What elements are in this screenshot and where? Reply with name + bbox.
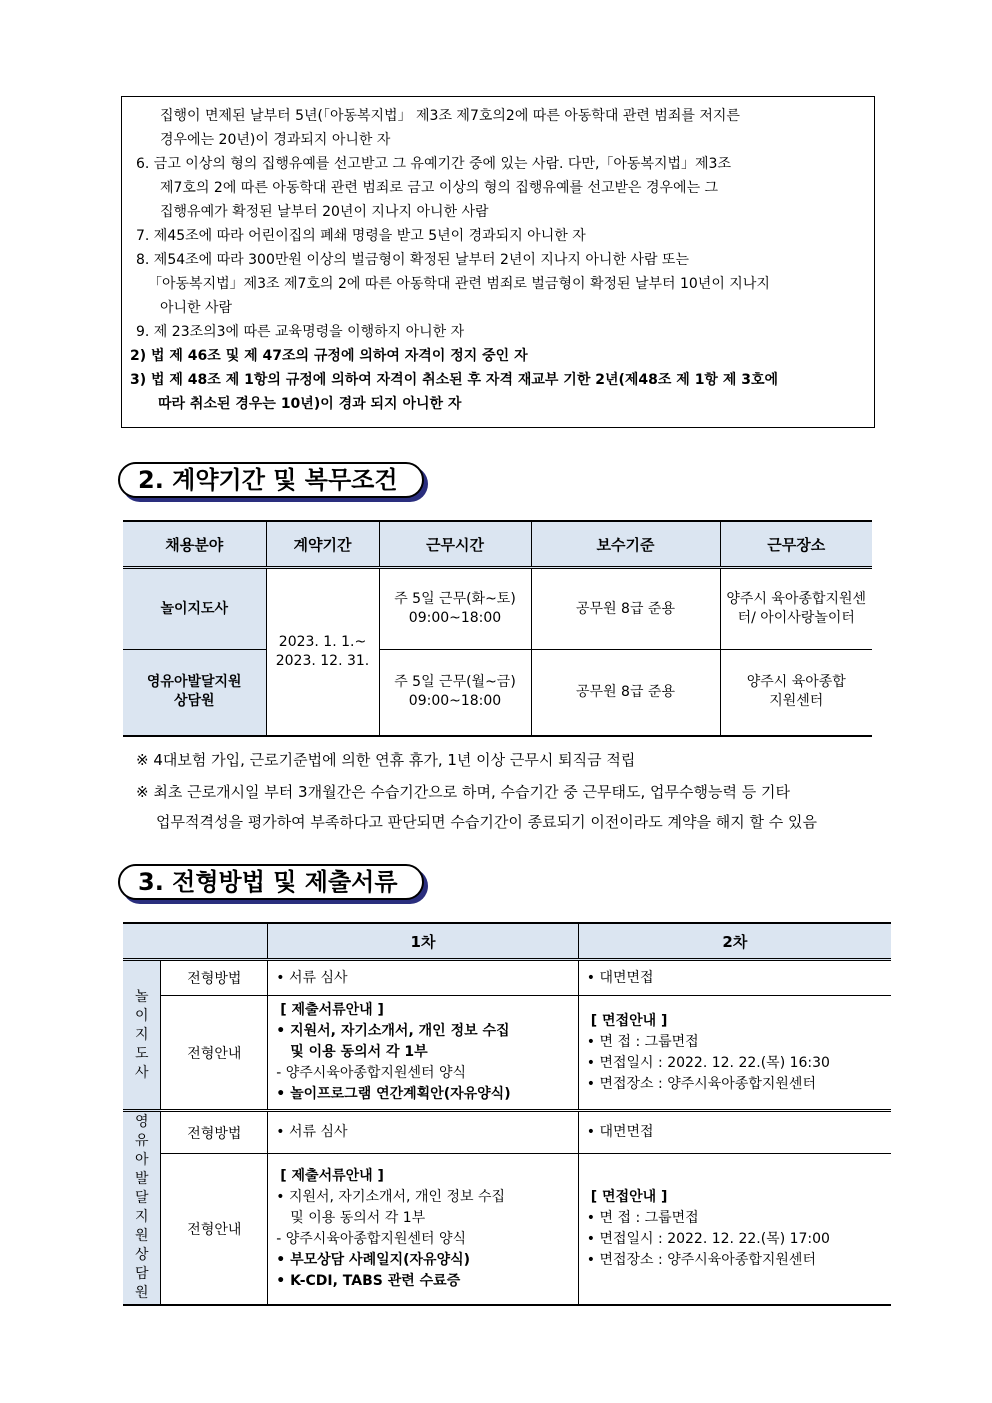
header-cell-empty bbox=[123, 923, 268, 960]
guide-2-cell bbox=[578, 996, 891, 1111]
table-row bbox=[123, 996, 891, 1111]
box-line: 「아동복지법」제3조 제7호의 2에 따른 아동학대 관련 범죄로 벌금형이 확정된 날부터 10년이 지나지 bbox=[148, 276, 770, 292]
method-label-cell: 전형방법 bbox=[161, 1111, 268, 1154]
method-1-cell: • 서류 심사 bbox=[268, 960, 579, 996]
table-row bbox=[123, 1111, 891, 1154]
place-cell: 양주시 육아종합지원센터 bbox=[720, 650, 872, 736]
guide-line: - 양주시육아종합지원센터 양식 bbox=[276, 1065, 467, 1081]
group-label: 놀이지도사 bbox=[134, 988, 149, 1081]
guide-line: 및 이용 동의서 각 1부 bbox=[290, 1210, 426, 1227]
box-line: 6. 금고 이상의 형의 집행유예를 선고받고 그 유예기간 중에 있는 사람. 다만,「아동복지법」제3조 bbox=[136, 156, 731, 172]
table-row bbox=[123, 568, 872, 650]
hours-cell: 주 5일 근무(화~토) 09:00~18:00 bbox=[379, 568, 531, 650]
guide-2-cell bbox=[578, 1154, 891, 1305]
header-cell: 1차 bbox=[268, 923, 579, 960]
guide-title: [ 면접안내 ] bbox=[590, 1012, 668, 1029]
guide-label-cell: 전형안내 bbox=[161, 996, 268, 1111]
box-line: 집행이 면제된 날부터 5년(「아동복지법」 제3조 제7호의2에 따른 아동학대 관련 범죄를 저지른 bbox=[160, 108, 740, 124]
guide-title: [ 제출서류안내 ] bbox=[280, 1168, 384, 1185]
box-line: 집행유예가 확정된 날부터 20년이 지나지 아니한 사람 bbox=[160, 204, 489, 220]
guide-line: • 면접장소 : 양주시육아종합지원센터 bbox=[586, 1075, 816, 1092]
guide-line: • 놀이프로그램 연간계획안(자유양식) bbox=[276, 1086, 511, 1102]
disqualification-box bbox=[121, 96, 875, 428]
guide-line: • K-CDI, TABS 관련 수료증 bbox=[276, 1273, 461, 1290]
table-row bbox=[123, 1154, 891, 1305]
box-line: 9. 제 23조의3에 따른 교육명령을 이행하지 아니한 자 bbox=[136, 324, 465, 340]
table-header-row bbox=[123, 923, 891, 960]
table-row bbox=[123, 650, 872, 736]
guide-label-cell: 전형안내 bbox=[161, 1154, 268, 1305]
box-line: 8. 제54조에 따라 300만원 이상의 벌금형이 확정된 날부터 2년이 지나지 아니한 사람 또는 bbox=[136, 252, 689, 268]
selection-table bbox=[123, 922, 891, 1306]
box-line: 2) 법 제 46조 및 제 47조의 규정에 의하여 자격이 정지 중인 자 bbox=[130, 348, 528, 364]
guide-line: • 부모상담 사례일지(자유양식) bbox=[276, 1252, 471, 1269]
box-line: 경우에는 20년)이 경과되지 아니한 자 bbox=[160, 132, 391, 148]
note-text: 업무적격성을 평가하여 부족하다고 판단되면 수습기간이 종료되기 이전이라도 계약을 해지 할 수 있음 bbox=[156, 813, 818, 831]
guide-line: - 양주시육아종합지원센터 양식 bbox=[276, 1231, 467, 1248]
guide-1-cell bbox=[268, 1154, 579, 1305]
hours-cell: 주 5일 근무(월~금) 09:00~18:00 bbox=[379, 650, 531, 736]
group-label-cell bbox=[123, 1111, 161, 1306]
place-cell: 양주시 육아종합지원센터/ 아이사랑놀이터 bbox=[720, 568, 872, 650]
field-cell: 영유아발달지원 상담원 bbox=[123, 650, 266, 736]
pay-cell: 공무원 8급 준용 bbox=[531, 568, 720, 650]
table-header-row bbox=[123, 521, 872, 568]
guide-title: [ 제출서류안내 ] bbox=[280, 1002, 384, 1018]
guide-line: • 면접일시 : 2022. 12. 22.(목) 16:30 bbox=[586, 1054, 830, 1071]
header-cell: 근무장소 bbox=[720, 521, 872, 568]
group-label-cell bbox=[123, 960, 161, 1111]
method-label-cell: 전형방법 bbox=[161, 960, 268, 996]
method-2-cell: • 대면면접 bbox=[578, 1111, 891, 1154]
contract-period-cell: 2023. 1. 1.~ 2023. 12. 31. bbox=[266, 568, 379, 736]
guide-line: 및 이용 동의서 각 1부 bbox=[290, 1044, 428, 1060]
guide-line: • 면 접 : 그룹면접 bbox=[586, 1210, 699, 1227]
box-line: 제7호의 2에 따른 아동학대 관련 범죄로 금고 이상의 형의 집행유예를 선고받은 경우에는 그 bbox=[160, 180, 719, 196]
section-title: 2. 계약기간 및 복무조건 bbox=[118, 462, 424, 498]
pay-cell: 공무원 8급 준용 bbox=[531, 650, 720, 736]
guide-line: • 면접일시 : 2022. 12. 22.(목) 17:00 bbox=[586, 1231, 830, 1248]
guide-1-cell bbox=[268, 996, 579, 1111]
box-line: 따라 취소된 경우는 10년)이 경과 되지 아니한 자 bbox=[158, 396, 462, 412]
note-text: ※ 4대보험 가입, 근로기준법에 의한 연휴 휴가, 1년 이상 근무시 퇴직금 적립 bbox=[136, 751, 636, 769]
header-cell: 계약기간 bbox=[266, 521, 379, 568]
header-cell: 채용분야 bbox=[123, 521, 266, 568]
method-1-cell: • 서류 심사 bbox=[268, 1111, 579, 1154]
guide-line: • 면접장소 : 양주시육아종합지원센터 bbox=[586, 1252, 816, 1269]
guide-line: • 지원서, 자기소개서, 개인 정보 수집 bbox=[276, 1189, 505, 1206]
box-line: 아니한 사람 bbox=[160, 300, 233, 316]
header-cell: 보수기준 bbox=[531, 521, 720, 568]
header-cell: 근무시간 bbox=[379, 521, 531, 568]
group-label: 영유아발달지원상담원 bbox=[134, 1114, 149, 1301]
field-cell: 놀이지도사 bbox=[123, 568, 266, 650]
guide-line: • 면 접 : 그룹면접 bbox=[586, 1033, 699, 1050]
method-2-cell: • 대면면접 bbox=[578, 960, 891, 996]
guide-line: • 지원서, 자기소개서, 개인 정보 수집 bbox=[276, 1023, 510, 1039]
contract-table bbox=[123, 520, 872, 737]
header-cell: 2차 bbox=[578, 923, 891, 960]
box-line: 7. 제45조에 따라 어린이집의 폐쇄 명령을 받고 5년이 경과되지 아니한 자 bbox=[136, 228, 586, 244]
guide-title: [ 면접안내 ] bbox=[590, 1189, 668, 1206]
note-text: ※ 최초 근로개시일 부터 3개월간은 수습기간으로 하며, 수습기간 중 근무태도, 업무수행능력 등 기타 bbox=[136, 783, 790, 801]
box-line: 3) 법 제 48조 제 1항의 규정에 의하여 자격이 취소된 후 자격 재교부 기한 2년(제48조 제 1항 제 3호에 bbox=[130, 372, 779, 388]
table-row bbox=[123, 960, 891, 996]
section-title: 3. 전형방법 및 제출서류 bbox=[118, 864, 424, 900]
